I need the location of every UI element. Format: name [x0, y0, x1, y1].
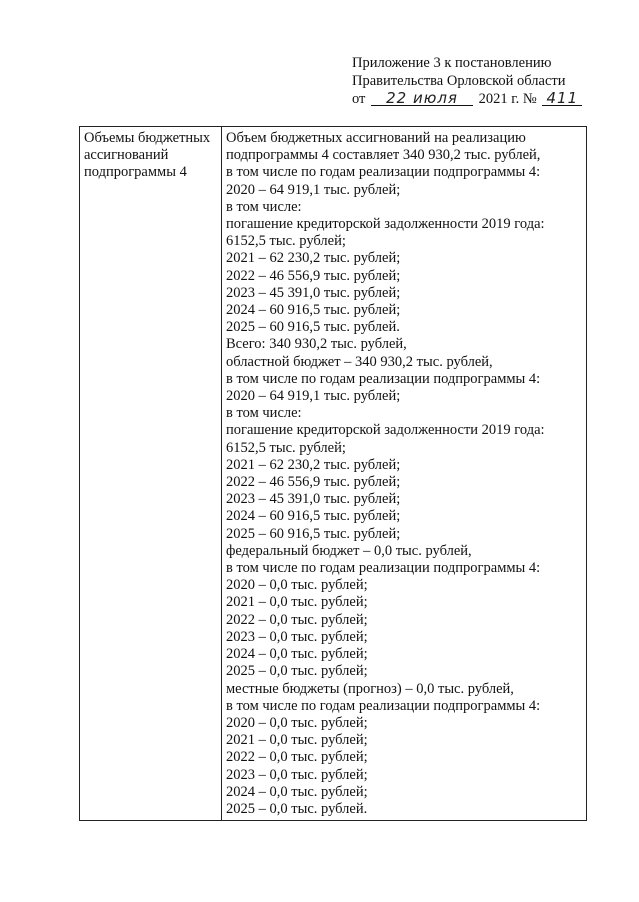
content-line: 2025 – 60 916,5 тыс. рублей; — [226, 525, 401, 542]
content-line: федеральный бюджет – 0,0 тыс. рублей, — [226, 542, 472, 559]
content-line: 2022 – 46 556,9 тыс. рублей; — [226, 474, 401, 491]
content-line: 6152,5 тыс. рублей; — [226, 439, 346, 456]
content-line: Всего: 340 930,2 тыс. рублей, — [226, 336, 407, 353]
content-line: 6152,5 тыс. рублей; — [226, 233, 346, 250]
row-content-cell — [222, 127, 587, 821]
header-line-3 — [352, 90, 582, 108]
content-line: 2024 – 0,0 тыс. рублей; — [226, 646, 368, 663]
content-line: 2025 – 0,0 тыс. рублей; — [226, 663, 368, 680]
row-label: Объемы бюджетных ассигнований подпрограммы 4 — [84, 130, 211, 181]
content-line: 2020 – 64 919,1 тыс. рублей; — [226, 388, 401, 405]
content-line: 2021 – 62 230,2 тыс. рублей; — [226, 250, 401, 267]
content-line: 2025 – 60 916,5 тыс. рублей. — [226, 319, 400, 336]
content-line: 2021 – 0,0 тыс. рублей; — [226, 732, 368, 749]
row-label-cell — [80, 127, 222, 821]
content-line: 2023 – 0,0 тыс. рублей; — [226, 766, 368, 783]
content-line: 2020 – 0,0 тыс. рублей; — [226, 577, 368, 594]
content-line: 2022 – 0,0 тыс. рублей; — [226, 749, 368, 766]
content-line: областной бюджет – 340 930,2 тыс. рублей, — [226, 353, 493, 370]
content-line: 2023 – 45 391,0 тыс. рублей; — [226, 284, 401, 301]
content-line: 2023 – 0,0 тыс. рублей; — [226, 628, 368, 645]
content-line: погашение кредиторской задолженности 2019 года: — [226, 216, 545, 233]
content-line: в том числе по годам реализации подпрограммы 4: — [226, 370, 541, 387]
content-line: в том числе по годам реализации подпрограммы 4: — [226, 164, 541, 181]
content-line: в том числе по годам реализации подпрограммы 4: — [226, 697, 541, 714]
handwritten-date: 22 июля — [371, 91, 473, 106]
content-line: в том числе: — [226, 198, 302, 215]
content-line: 2024 – 60 916,5 тыс. рублей; — [226, 302, 401, 319]
date-prefix: от — [352, 91, 366, 107]
handwritten-number: 411 — [542, 91, 582, 106]
year-text: 2021 г. № — [478, 91, 537, 107]
header-line-2: Правительства Орловской области — [352, 73, 566, 89]
content-line: 2024 – 0,0 тыс. рублей; — [226, 783, 368, 800]
content-line: 2020 – 0,0 тыс. рублей; — [226, 714, 368, 731]
budget-table — [79, 126, 587, 821]
table-row — [80, 127, 587, 821]
content-line: 2023 – 45 391,0 тыс. рублей; — [226, 491, 401, 508]
content-line: местные бюджеты (прогноз) – 0,0 тыс. рублей, — [226, 680, 514, 697]
content-line: 2021 – 62 230,2 тыс. рублей; — [226, 456, 401, 473]
content-line: Объем бюджетных ассигнований на реализацию — [226, 130, 526, 146]
content-line: 2024 – 60 916,5 тыс. рублей; — [226, 508, 401, 525]
content-line: 2021 – 0,0 тыс. рублей; — [226, 594, 368, 611]
content-line: погашение кредиторской задолженности 2019 года: — [226, 422, 545, 439]
content-line: 2022 – 0,0 тыс. рублей; — [226, 611, 368, 628]
content-line: подпрограммы 4 составляет 340 930,2 тыс. рублей, — [226, 147, 541, 164]
content-line: в том числе по годам реализации подпрограммы 4: — [226, 560, 541, 577]
content-line: 2022 – 46 556,9 тыс. рублей; — [226, 267, 401, 284]
content-line: 2025 – 0,0 тыс. рублей. — [226, 800, 368, 817]
content-line: 2020 – 64 919,1 тыс. рублей; — [226, 181, 401, 198]
header-line-1: Приложение 3 к постановлению — [352, 55, 552, 71]
content-line: в том числе: — [226, 405, 302, 422]
document-header — [352, 54, 582, 108]
